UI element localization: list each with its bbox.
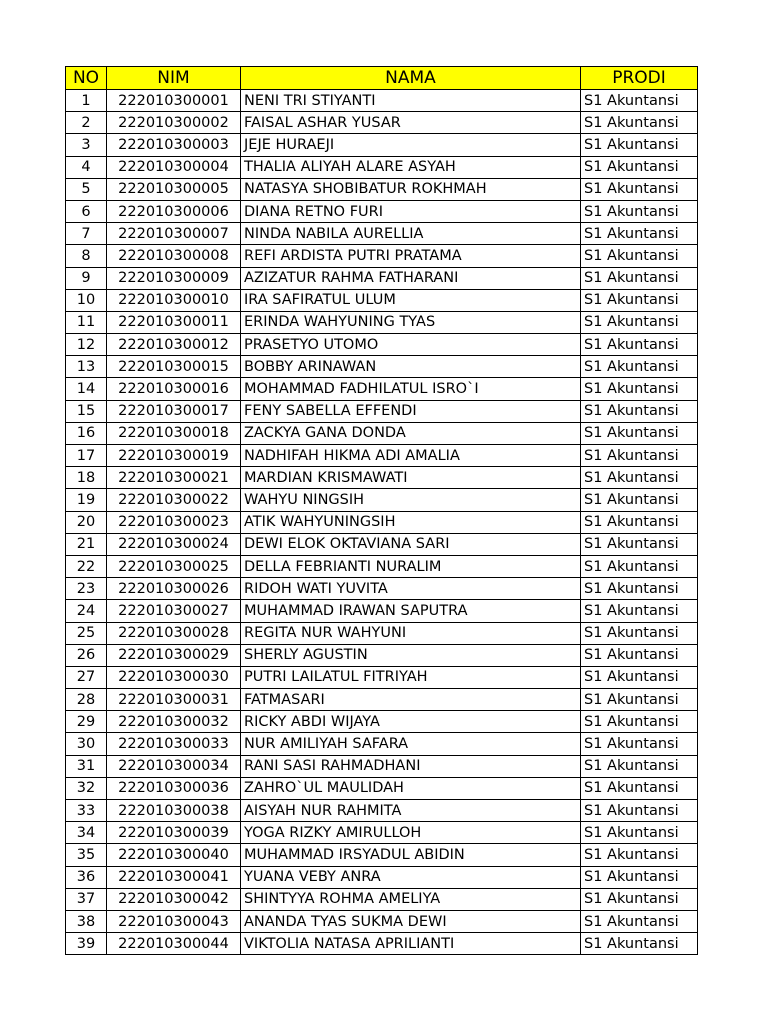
row-nim-cell: 222010300018 [107, 422, 241, 444]
row-prodi-cell: S1 Akuntansi [581, 112, 698, 134]
row-nama-cell: DIANA RETNO FURI [241, 200, 581, 222]
row-prodi-cell: S1 Akuntansi [581, 822, 698, 844]
table-row [66, 600, 698, 622]
row-nim-cell: 222010300041 [107, 866, 241, 888]
row-prodi-cell: S1 Akuntansi [581, 689, 698, 711]
row-nim-cell: 222010300015 [107, 356, 241, 378]
row-nama-cell: ANANDA TYAS SUKMA DEWI [241, 910, 581, 932]
table-row [66, 223, 698, 245]
row-no-cell: 19 [66, 489, 107, 511]
row-prodi-cell: S1 Akuntansi [581, 600, 698, 622]
row-nama-cell: ZACKYA GANA DONDA [241, 422, 581, 444]
row-nim-cell: 222010300039 [107, 822, 241, 844]
row-prodi-cell: S1 Akuntansi [581, 378, 698, 400]
row-nama-cell: VIKTOLIA NATASA APRILIANTI [241, 933, 581, 955]
row-prodi-cell: S1 Akuntansi [581, 223, 698, 245]
table-row [66, 378, 698, 400]
row-no-cell: 18 [66, 467, 107, 489]
row-no-cell: 31 [66, 755, 107, 777]
row-nama-cell: NINDA NABILA AURELLIA [241, 223, 581, 245]
row-no-cell: 34 [66, 822, 107, 844]
row-prodi-cell: S1 Akuntansi [581, 511, 698, 533]
row-no-cell: 6 [66, 200, 107, 222]
row-nim-cell: 222010300027 [107, 600, 241, 622]
row-nama-cell: SHERLY AGUSTIN [241, 644, 581, 666]
row-no-cell: 32 [66, 777, 107, 799]
row-nama-cell: THALIA ALIYAH ALARE ASYAH [241, 156, 581, 178]
row-nama-cell: YOGA RIZKY AMIRULLOH [241, 822, 581, 844]
table-row [66, 90, 698, 112]
row-nama-cell: NATASYA SHOBIBATUR ROKHMAH [241, 178, 581, 200]
row-no-cell: 2 [66, 112, 107, 134]
row-nama-cell: MARDIAN KRISMAWATI [241, 467, 581, 489]
row-prodi-cell: S1 Akuntansi [581, 733, 698, 755]
row-nim-cell: 222010300021 [107, 467, 241, 489]
row-prodi-cell: S1 Akuntansi [581, 666, 698, 688]
row-nama-cell: REFI ARDISTA PUTRI PRATAMA [241, 245, 581, 267]
table-row [66, 866, 698, 888]
row-no-cell: 21 [66, 533, 107, 555]
row-nama-cell: NENI TRI STIYANTI [241, 90, 581, 112]
row-prodi-cell: S1 Akuntansi [581, 267, 698, 289]
row-nim-cell: 222010300019 [107, 445, 241, 467]
row-prodi-cell: S1 Akuntansi [581, 800, 698, 822]
row-no-cell: 22 [66, 555, 107, 577]
row-no-cell: 12 [66, 334, 107, 356]
row-no-cell: 30 [66, 733, 107, 755]
table-row [66, 666, 698, 688]
row-no-cell: 38 [66, 910, 107, 932]
table-row [66, 578, 698, 600]
row-nim-cell: 222010300034 [107, 755, 241, 777]
header-prodi: PRODI [581, 67, 698, 90]
header-nama: NAMA [241, 67, 581, 90]
table-row [66, 489, 698, 511]
row-nama-cell: REGITA NUR WAHYUNI [241, 622, 581, 644]
row-nama-cell: DELLA FEBRIANTI NURALIM [241, 555, 581, 577]
row-nim-cell: 222010300003 [107, 134, 241, 156]
row-nama-cell: RANI SASI RAHMADHANI [241, 755, 581, 777]
row-no-cell: 23 [66, 578, 107, 600]
row-nim-cell: 222010300017 [107, 400, 241, 422]
row-nim-cell: 222010300010 [107, 289, 241, 311]
table-row [66, 533, 698, 555]
row-no-cell: 17 [66, 445, 107, 467]
row-no-cell: 24 [66, 600, 107, 622]
row-prodi-cell: S1 Akuntansi [581, 622, 698, 644]
row-prodi-cell: S1 Akuntansi [581, 533, 698, 555]
row-nama-cell: MUHAMMAD IRSYADUL ABIDIN [241, 844, 581, 866]
table-row [66, 511, 698, 533]
row-nama-cell: NUR AMILIYAH SAFARA [241, 733, 581, 755]
row-nim-cell: 222010300030 [107, 666, 241, 688]
row-prodi-cell: S1 Akuntansi [581, 933, 698, 955]
row-nim-cell: 222010300043 [107, 910, 241, 932]
row-nim-cell: 222010300007 [107, 223, 241, 245]
table-row [66, 311, 698, 333]
row-no-cell: 35 [66, 844, 107, 866]
row-nama-cell: AISYAH NUR RAHMITA [241, 800, 581, 822]
row-no-cell: 29 [66, 711, 107, 733]
row-nim-cell: 222010300004 [107, 156, 241, 178]
row-prodi-cell: S1 Akuntansi [581, 134, 698, 156]
row-nama-cell: MOHAMMAD FADHILATUL ISRO`I [241, 378, 581, 400]
row-prodi-cell: S1 Akuntansi [581, 866, 698, 888]
row-nim-cell: 222010300033 [107, 733, 241, 755]
row-nama-cell: PRASETYO UTOMO [241, 334, 581, 356]
student-table [65, 66, 698, 955]
row-nama-cell: MUHAMMAD IRAWAN SAPUTRA [241, 600, 581, 622]
row-no-cell: 20 [66, 511, 107, 533]
table-row [66, 289, 698, 311]
row-prodi-cell: S1 Akuntansi [581, 311, 698, 333]
row-nama-cell: ATIK WAHYUNINGSIH [241, 511, 581, 533]
row-no-cell: 4 [66, 156, 107, 178]
row-no-cell: 33 [66, 800, 107, 822]
row-nama-cell: JEJE HURAEJI [241, 134, 581, 156]
table-row [66, 844, 698, 866]
row-nim-cell: 222010300026 [107, 578, 241, 600]
row-prodi-cell: S1 Akuntansi [581, 445, 698, 467]
table-row [66, 910, 698, 932]
row-nama-cell: ERINDA WAHYUNING TYAS [241, 311, 581, 333]
table-row [66, 800, 698, 822]
row-no-cell: 5 [66, 178, 107, 200]
table-row [66, 400, 698, 422]
row-nim-cell: 222010300006 [107, 200, 241, 222]
row-prodi-cell: S1 Akuntansi [581, 555, 698, 577]
header-no: NO [66, 67, 107, 90]
row-nim-cell: 222010300025 [107, 555, 241, 577]
table-row [66, 733, 698, 755]
table-row [66, 711, 698, 733]
row-nama-cell: BOBBY ARINAWAN [241, 356, 581, 378]
row-nama-cell: AZIZATUR RAHMA FATHARANI [241, 267, 581, 289]
row-no-cell: 11 [66, 311, 107, 333]
table-row [66, 467, 698, 489]
row-nim-cell: 222010300008 [107, 245, 241, 267]
header-nim: NIM [107, 67, 241, 90]
row-no-cell: 36 [66, 866, 107, 888]
table-row [66, 445, 698, 467]
table-row [66, 245, 698, 267]
row-prodi-cell: S1 Akuntansi [581, 422, 698, 444]
table-row [66, 689, 698, 711]
row-prodi-cell: S1 Akuntansi [581, 156, 698, 178]
row-prodi-cell: S1 Akuntansi [581, 578, 698, 600]
row-nim-cell: 222010300028 [107, 622, 241, 644]
table-row [66, 555, 698, 577]
table-row [66, 644, 698, 666]
row-prodi-cell: S1 Akuntansi [581, 90, 698, 112]
table-row [66, 356, 698, 378]
row-nim-cell: 222010300009 [107, 267, 241, 289]
row-prodi-cell: S1 Akuntansi [581, 777, 698, 799]
row-no-cell: 13 [66, 356, 107, 378]
row-no-cell: 16 [66, 422, 107, 444]
row-no-cell: 15 [66, 400, 107, 422]
row-prodi-cell: S1 Akuntansi [581, 178, 698, 200]
table-row [66, 755, 698, 777]
table-row [66, 156, 698, 178]
row-no-cell: 8 [66, 245, 107, 267]
row-no-cell: 25 [66, 622, 107, 644]
row-no-cell: 37 [66, 888, 107, 910]
table-row [66, 178, 698, 200]
row-no-cell: 27 [66, 666, 107, 688]
table-row [66, 622, 698, 644]
row-nama-cell: ZAHRO`UL MAULIDAH [241, 777, 581, 799]
table-header [66, 67, 698, 90]
row-nim-cell: 222010300016 [107, 378, 241, 400]
row-prodi-cell: S1 Akuntansi [581, 245, 698, 267]
row-no-cell: 10 [66, 289, 107, 311]
row-nama-cell: DEWI ELOK OKTAVIANA SARI [241, 533, 581, 555]
row-nim-cell: 222010300029 [107, 644, 241, 666]
row-no-cell: 14 [66, 378, 107, 400]
row-nama-cell: FAISAL ASHAR YUSAR [241, 112, 581, 134]
row-nama-cell: FENY SABELLA EFFENDI [241, 400, 581, 422]
row-prodi-cell: S1 Akuntansi [581, 755, 698, 777]
row-nim-cell: 222010300022 [107, 489, 241, 511]
row-nim-cell: 222010300023 [107, 511, 241, 533]
row-prodi-cell: S1 Akuntansi [581, 400, 698, 422]
row-nama-cell: FATMASARI [241, 689, 581, 711]
row-nim-cell: 222010300042 [107, 888, 241, 910]
row-no-cell: 3 [66, 134, 107, 156]
row-nim-cell: 222010300001 [107, 90, 241, 112]
row-nim-cell: 222010300031 [107, 689, 241, 711]
row-nim-cell: 222010300005 [107, 178, 241, 200]
table-row [66, 112, 698, 134]
row-nama-cell: WAHYU NINGSIH [241, 489, 581, 511]
row-prodi-cell: S1 Akuntansi [581, 467, 698, 489]
row-nim-cell: 222010300011 [107, 311, 241, 333]
row-no-cell: 26 [66, 644, 107, 666]
row-no-cell: 7 [66, 223, 107, 245]
row-nim-cell: 222010300036 [107, 777, 241, 799]
table-row [66, 777, 698, 799]
row-no-cell: 39 [66, 933, 107, 955]
row-nim-cell: 222010300032 [107, 711, 241, 733]
row-prodi-cell: S1 Akuntansi [581, 711, 698, 733]
row-nim-cell: 222010300040 [107, 844, 241, 866]
row-nama-cell: RICKY ABDI WIJAYA [241, 711, 581, 733]
row-nim-cell: 222010300002 [107, 112, 241, 134]
table-row [66, 334, 698, 356]
row-prodi-cell: S1 Akuntansi [581, 888, 698, 910]
table-row [66, 267, 698, 289]
table-row [66, 933, 698, 955]
row-nama-cell: PUTRI LAILATUL FITRIYAH [241, 666, 581, 688]
row-prodi-cell: S1 Akuntansi [581, 200, 698, 222]
row-prodi-cell: S1 Akuntansi [581, 489, 698, 511]
header-row [66, 67, 698, 90]
row-nama-cell: NADHIFAH HIKMA ADI AMALIA [241, 445, 581, 467]
table-row [66, 200, 698, 222]
row-prodi-cell: S1 Akuntansi [581, 356, 698, 378]
table-body [66, 90, 698, 955]
row-prodi-cell: S1 Akuntansi [581, 910, 698, 932]
table-row [66, 888, 698, 910]
row-nim-cell: 222010300038 [107, 800, 241, 822]
row-nim-cell: 222010300044 [107, 933, 241, 955]
row-no-cell: 1 [66, 90, 107, 112]
row-nama-cell: SHINTYYA ROHMA AMELIYA [241, 888, 581, 910]
row-prodi-cell: S1 Akuntansi [581, 644, 698, 666]
row-nama-cell: IRA SAFIRATUL ULUM [241, 289, 581, 311]
table-row [66, 822, 698, 844]
row-nim-cell: 222010300024 [107, 533, 241, 555]
table-row [66, 134, 698, 156]
table-row [66, 422, 698, 444]
row-prodi-cell: S1 Akuntansi [581, 844, 698, 866]
row-nim-cell: 222010300012 [107, 334, 241, 356]
row-nama-cell: YUANA VEBY ANRA [241, 866, 581, 888]
row-no-cell: 9 [66, 267, 107, 289]
row-prodi-cell: S1 Akuntansi [581, 334, 698, 356]
row-no-cell: 28 [66, 689, 107, 711]
row-prodi-cell: S1 Akuntansi [581, 289, 698, 311]
row-nama-cell: RIDOH WATI YUVITA [241, 578, 581, 600]
